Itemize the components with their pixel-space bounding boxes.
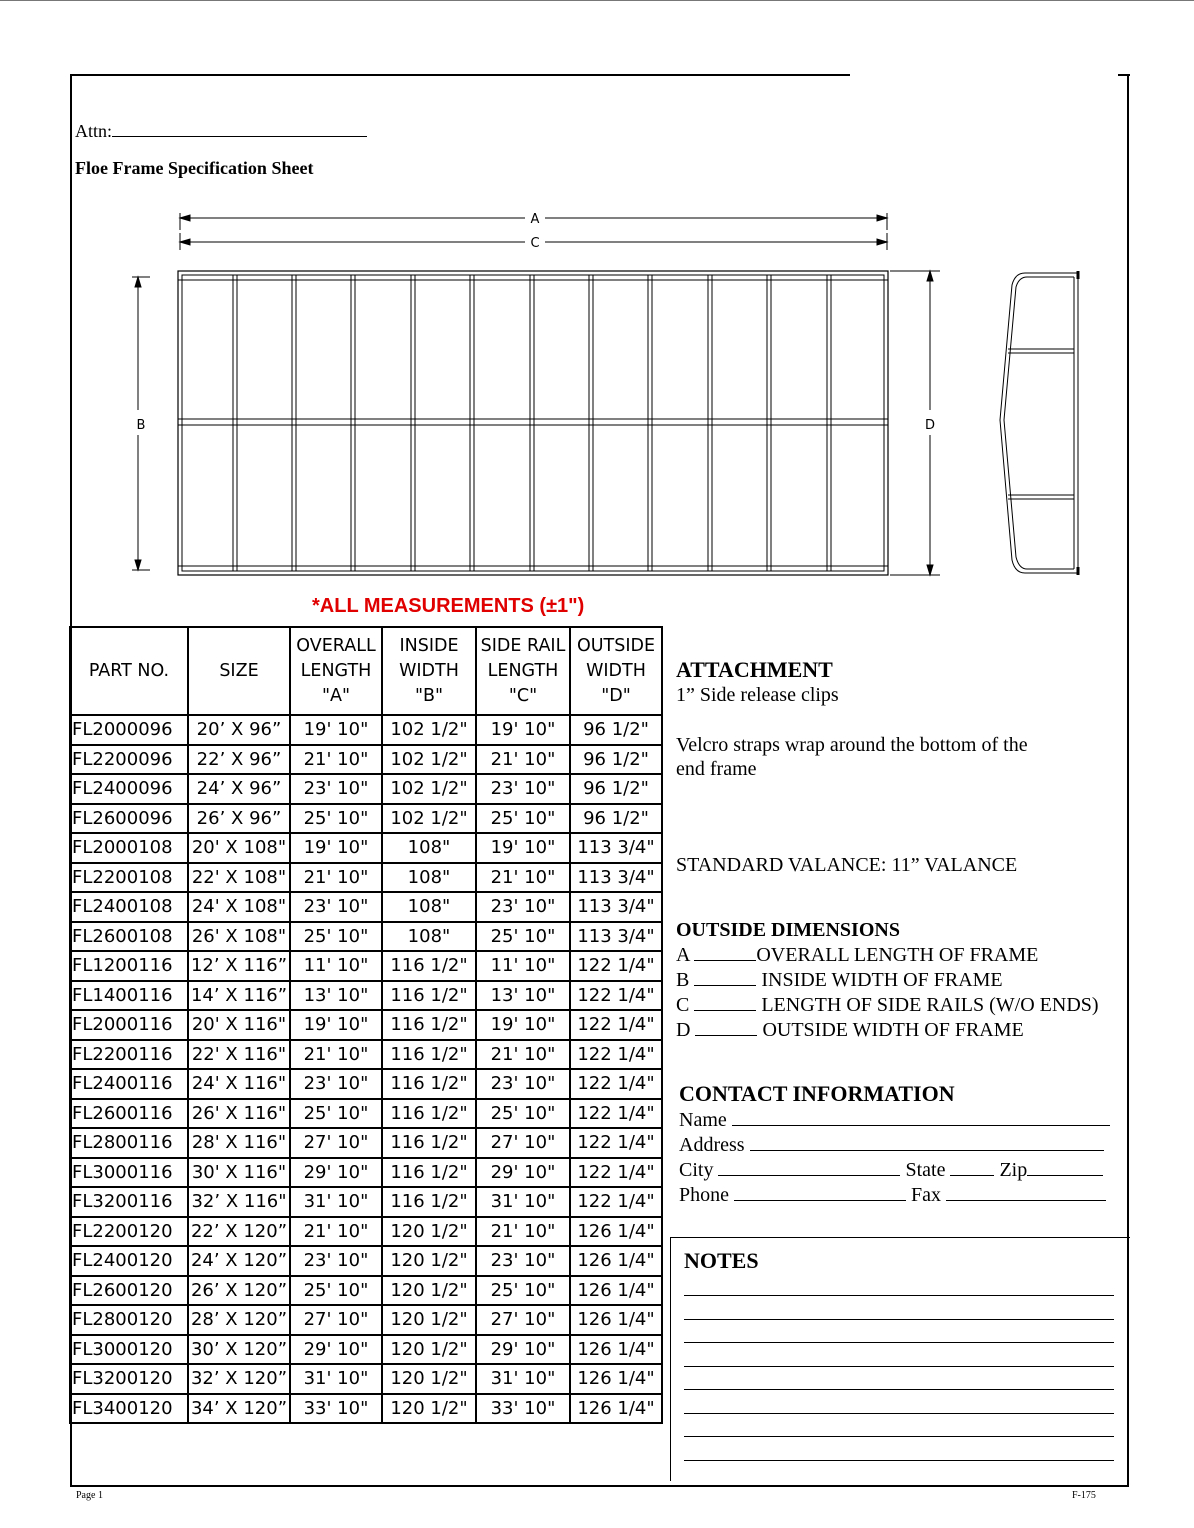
outside-dimensions-heading: OUTSIDE DIMENSIONS	[676, 919, 900, 941]
table-row	[70, 1305, 662, 1335]
attn-label: Attn:	[75, 121, 113, 141]
cell-side-rail-length: 21' 10"	[476, 1040, 570, 1070]
cell-inside-width: 116 1/2"	[382, 981, 476, 1011]
cell-outside-width: 96 1/2"	[570, 774, 662, 804]
cell-overall-length: 19' 10"	[290, 833, 382, 863]
header-inside-width: INSIDE WIDTH "B"	[382, 627, 476, 715]
cell-overall-length: 25' 10"	[290, 804, 382, 834]
dim-label-b: B	[136, 418, 146, 433]
cell-side-rail-length: 19' 10"	[476, 1010, 570, 1040]
cell-side-rail-length: 25' 10"	[476, 922, 570, 952]
note-line[interactable]	[684, 1413, 1114, 1414]
measurement-tolerance-note: *ALL MEASUREMENTS (±1")	[312, 595, 585, 617]
cell-side-rail-length: 27' 10"	[476, 1305, 570, 1335]
cell-inside-width: 102 1/2"	[382, 774, 476, 804]
cell-outside-width: 96 1/2"	[570, 745, 662, 775]
cell-size: 26' X 116"	[188, 1099, 290, 1129]
table-row	[70, 863, 662, 893]
cell-side-rail-length: 31' 10"	[476, 1187, 570, 1217]
cell-part-no: FL2800120	[70, 1305, 188, 1335]
cell-size: 28’ X 120”	[188, 1305, 290, 1335]
cell-overall-length: 23' 10"	[290, 1069, 382, 1099]
attachment-line-1: 1” Side release clips	[676, 684, 839, 706]
cell-inside-width: 102 1/2"	[382, 715, 476, 745]
table-header-row	[70, 627, 662, 715]
cell-inside-width: 108"	[382, 833, 476, 863]
name-field[interactable]	[732, 1107, 1110, 1126]
cell-part-no: FL2200108	[70, 863, 188, 893]
cell-part-no: FL2800116	[70, 1128, 188, 1158]
dimension-b-input[interactable]	[694, 967, 756, 986]
note-line[interactable]	[684, 1342, 1114, 1343]
cell-size: 24' X 108"	[188, 892, 290, 922]
header-part-no: PART NO.	[70, 627, 188, 715]
standard-valance: STANDARD VALANCE: 11” VALANCE	[676, 854, 1018, 876]
cell-outside-width: 96 1/2"	[570, 804, 662, 834]
cell-part-no: FL2600096	[70, 804, 188, 834]
table-row	[70, 715, 662, 745]
cell-size: 30' X 116"	[188, 1158, 290, 1188]
spec-table	[69, 626, 663, 1424]
cell-outside-width: 96 1/2"	[570, 715, 662, 745]
cell-part-no: FL2600116	[70, 1099, 188, 1129]
dimension-item-d: D OUTSIDE WIDTH OF FRAME	[676, 1019, 1024, 1041]
cell-part-no: FL2600108	[70, 922, 188, 952]
cell-size: 26’ X 96”	[188, 804, 290, 834]
cell-side-rail-length: 29' 10"	[476, 1335, 570, 1365]
cell-outside-width: 122 1/4"	[570, 1158, 662, 1188]
cell-side-rail-length: 21' 10"	[476, 863, 570, 893]
cell-overall-length: 19' 10"	[290, 1010, 382, 1040]
cell-part-no: FL2000116	[70, 1010, 188, 1040]
table-row	[70, 1010, 662, 1040]
table-row	[70, 981, 662, 1011]
page-top-right-border	[1118, 74, 1130, 76]
cell-inside-width: 120 1/2"	[382, 1394, 476, 1424]
note-line[interactable]	[684, 1319, 1114, 1320]
cell-part-no: FL2600120	[70, 1276, 188, 1306]
cell-inside-width: 116 1/2"	[382, 1099, 476, 1129]
header-overall-length: OVERALL LENGTH "A"	[290, 627, 382, 715]
cell-inside-width: 120 1/2"	[382, 1305, 476, 1335]
attn-input-line[interactable]	[112, 118, 367, 137]
dimension-c-input[interactable]	[694, 992, 756, 1011]
table-row	[70, 1099, 662, 1129]
zip-field[interactable]	[1027, 1157, 1103, 1176]
contact-name-row: Name	[679, 1107, 1119, 1132]
cell-overall-length: 27' 10"	[290, 1128, 382, 1158]
cell-side-rail-length: 19' 10"	[476, 833, 570, 863]
table-row	[70, 774, 662, 804]
attachment-line-2: Velcro straps wrap around the bottom of the	[676, 734, 1028, 756]
page-top-rule	[0, 0, 1194, 1]
fax-field[interactable]	[946, 1182, 1106, 1201]
cell-overall-length: 19' 10"	[290, 715, 382, 745]
cell-size: 22' X 108"	[188, 863, 290, 893]
contact-city-row: City State Zip	[679, 1157, 1119, 1182]
table-row	[70, 1276, 662, 1306]
cell-size: 22’ X 96”	[188, 745, 290, 775]
cell-overall-length: 31' 10"	[290, 1187, 382, 1217]
cell-inside-width: 120 1/2"	[382, 1335, 476, 1365]
cell-part-no: FL1200116	[70, 951, 188, 981]
cell-size: 24' X 116"	[188, 1069, 290, 1099]
cell-size: 24’ X 96”	[188, 774, 290, 804]
cell-overall-length: 25' 10"	[290, 1099, 382, 1129]
cell-overall-length: 13' 10"	[290, 981, 382, 1011]
cell-part-no: FL1400116	[70, 981, 188, 1011]
cell-outside-width: 126 1/4"	[570, 1217, 662, 1247]
cell-side-rail-length: 23' 10"	[476, 1069, 570, 1099]
cell-part-no: FL2400108	[70, 892, 188, 922]
cell-side-rail-length: 21' 10"	[476, 745, 570, 775]
table-row	[70, 1158, 662, 1188]
table-row	[70, 1335, 662, 1365]
cell-overall-length: 25' 10"	[290, 1276, 382, 1306]
cell-size: 26’ X 120”	[188, 1276, 290, 1306]
cell-inside-width: 116 1/2"	[382, 1158, 476, 1188]
cell-side-rail-length: 23' 10"	[476, 774, 570, 804]
cell-outside-width: 113 3/4"	[570, 922, 662, 952]
outside-dimensions-list	[676, 942, 1099, 1042]
cell-part-no: FL3200120	[70, 1364, 188, 1394]
cell-inside-width: 116 1/2"	[382, 1040, 476, 1070]
cell-overall-length: 31' 10"	[290, 1364, 382, 1394]
cell-overall-length: 23' 10"	[290, 1246, 382, 1276]
cell-side-rail-length: 31' 10"	[476, 1364, 570, 1394]
cell-overall-length: 33' 10"	[290, 1394, 382, 1424]
cell-outside-width: 113 3/4"	[570, 833, 662, 863]
cell-side-rail-length: 19' 10"	[476, 715, 570, 745]
table-row	[70, 892, 662, 922]
cell-side-rail-length: 27' 10"	[476, 1128, 570, 1158]
header-side-rail-length: SIDE RAIL LENGTH "C"	[476, 627, 570, 715]
cell-part-no: FL2000096	[70, 715, 188, 745]
table-row	[70, 1394, 662, 1424]
notes-heading: NOTES	[684, 1248, 759, 1273]
cell-outside-width: 126 1/4"	[570, 1364, 662, 1394]
cell-size: 32’ X 116"	[188, 1187, 290, 1217]
cell-overall-length: 29' 10"	[290, 1158, 382, 1188]
cell-inside-width: 116 1/2"	[382, 1069, 476, 1099]
cell-side-rail-length: 25' 10"	[476, 1276, 570, 1306]
cell-inside-width: 120 1/2"	[382, 1217, 476, 1247]
note-line[interactable]	[684, 1436, 1114, 1437]
cell-side-rail-length: 11' 10"	[476, 951, 570, 981]
table-row	[70, 1217, 662, 1247]
cell-side-rail-length: 25' 10"	[476, 804, 570, 834]
table-row	[70, 1069, 662, 1099]
state-field[interactable]	[950, 1157, 994, 1176]
cell-inside-width: 102 1/2"	[382, 804, 476, 834]
address-field[interactable]	[750, 1132, 1104, 1151]
page-top-border	[70, 74, 850, 76]
cell-outside-width: 126 1/4"	[570, 1394, 662, 1424]
cell-part-no: FL3400120	[70, 1394, 188, 1424]
cell-size: 20' X 116"	[188, 1010, 290, 1040]
table-row	[70, 1187, 662, 1217]
cell-inside-width: 120 1/2"	[382, 1246, 476, 1276]
dimension-item-c: C LENGTH OF SIDE RAILS (W/O ENDS)	[676, 994, 1099, 1016]
dimension-d-input[interactable]	[695, 1017, 757, 1036]
cell-outside-width: 126 1/4"	[570, 1246, 662, 1276]
table-row	[70, 1040, 662, 1070]
city-field[interactable]	[718, 1157, 900, 1176]
cell-part-no: FL2200116	[70, 1040, 188, 1070]
cell-side-rail-length: 25' 10"	[476, 1099, 570, 1129]
cell-part-no: FL3200116	[70, 1187, 188, 1217]
cell-part-no: FL2400116	[70, 1069, 188, 1099]
cell-part-no: FL2400096	[70, 774, 188, 804]
table-row	[70, 951, 662, 981]
table-row	[70, 1128, 662, 1158]
table-row	[70, 1246, 662, 1276]
cell-outside-width: 113 3/4"	[570, 863, 662, 893]
cell-outside-width: 126 1/4"	[570, 1276, 662, 1306]
cell-overall-length: 27' 10"	[290, 1305, 382, 1335]
cell-inside-width: 108"	[382, 892, 476, 922]
contact-address-row: Address	[679, 1132, 1119, 1157]
cell-size: 32’ X 120”	[188, 1364, 290, 1394]
cell-size: 28' X 116"	[188, 1128, 290, 1158]
frame-diagram	[120, 205, 1100, 585]
cell-overall-length: 21' 10"	[290, 1040, 382, 1070]
cell-outside-width: 122 1/4"	[570, 1099, 662, 1129]
cell-size: 34’ X 120”	[188, 1394, 290, 1424]
cell-part-no: FL2200120	[70, 1217, 188, 1247]
table-row	[70, 922, 662, 952]
cell-inside-width: 116 1/2"	[382, 951, 476, 981]
cell-outside-width: 122 1/4"	[570, 1040, 662, 1070]
cell-outside-width: 122 1/4"	[570, 951, 662, 981]
cell-outside-width: 126 1/4"	[570, 1305, 662, 1335]
table-row	[70, 804, 662, 834]
header-size: SIZE	[188, 627, 290, 715]
cell-inside-width: 120 1/2"	[382, 1364, 476, 1394]
phone-field[interactable]	[734, 1182, 906, 1201]
cell-inside-width: 108"	[382, 863, 476, 893]
cell-overall-length: 21' 10"	[290, 745, 382, 775]
dim-label-d: D	[924, 418, 936, 433]
cell-side-rail-length: 21' 10"	[476, 1217, 570, 1247]
header-outside-width: OUTSIDE WIDTH "D"	[570, 627, 662, 715]
cell-overall-length: 25' 10"	[290, 922, 382, 952]
cell-outside-width: 122 1/4"	[570, 1187, 662, 1217]
cell-side-rail-length: 33' 10"	[476, 1394, 570, 1424]
cell-size: 20' X 108"	[188, 833, 290, 863]
contact-heading: CONTACT INFORMATION	[679, 1081, 955, 1106]
cell-outside-width: 113 3/4"	[570, 892, 662, 922]
cell-size: 12’ X 116”	[188, 951, 290, 981]
dimension-item-a: A OVERALL LENGTH OF FRAME	[676, 944, 1039, 966]
cell-inside-width: 102 1/2"	[382, 745, 476, 775]
cell-overall-length: 21' 10"	[290, 1217, 382, 1247]
note-line[interactable]	[684, 1460, 1114, 1461]
cell-size: 14’ X 116”	[188, 981, 290, 1011]
cell-outside-width: 122 1/4"	[570, 1010, 662, 1040]
cell-inside-width: 116 1/2"	[382, 1187, 476, 1217]
note-line[interactable]	[684, 1389, 1114, 1390]
attachment-line-3: end frame	[676, 758, 757, 780]
cell-outside-width: 126 1/4"	[570, 1335, 662, 1365]
page-number: Page 1	[76, 1490, 103, 1501]
cell-overall-length: 11' 10"	[290, 951, 382, 981]
cell-outside-width: 122 1/4"	[570, 1128, 662, 1158]
note-line[interactable]	[684, 1295, 1114, 1296]
dimension-a-input[interactable]	[694, 942, 756, 961]
cell-part-no: FL3000116	[70, 1158, 188, 1188]
dim-label-c: C	[530, 236, 540, 251]
cell-part-no: FL3000120	[70, 1335, 188, 1365]
cell-inside-width: 120 1/2"	[382, 1276, 476, 1306]
table-row	[70, 1364, 662, 1394]
cell-side-rail-length: 23' 10"	[476, 1246, 570, 1276]
cell-part-no: FL2000108	[70, 833, 188, 863]
cell-side-rail-length: 29' 10"	[476, 1158, 570, 1188]
cell-overall-length: 23' 10"	[290, 774, 382, 804]
cell-inside-width: 116 1/2"	[382, 1128, 476, 1158]
cell-size: 26' X 108"	[188, 922, 290, 952]
cell-part-no: FL2400120	[70, 1246, 188, 1276]
attn-field	[75, 118, 367, 142]
cell-size: 20’ X 96”	[188, 715, 290, 745]
cell-size: 24’ X 120”	[188, 1246, 290, 1276]
contact-form	[679, 1107, 1119, 1207]
dimension-item-b: B INSIDE WIDTH OF FRAME	[676, 969, 1003, 991]
attachment-heading: ATTACHMENT	[676, 657, 833, 682]
cell-overall-length: 23' 10"	[290, 892, 382, 922]
cell-inside-width: 116 1/2"	[382, 1010, 476, 1040]
form-number: F-175	[1072, 1490, 1096, 1501]
cell-inside-width: 108"	[382, 922, 476, 952]
cell-overall-length: 29' 10"	[290, 1335, 382, 1365]
table-row	[70, 833, 662, 863]
cell-overall-length: 21' 10"	[290, 863, 382, 893]
cell-outside-width: 122 1/4"	[570, 1069, 662, 1099]
note-line[interactable]	[684, 1366, 1114, 1367]
table-row	[70, 745, 662, 775]
cell-side-rail-length: 23' 10"	[476, 892, 570, 922]
cell-part-no: FL2200096	[70, 745, 188, 775]
page-title: Floe Frame Specification Sheet	[75, 158, 314, 178]
cell-size: 30’ X 120”	[188, 1335, 290, 1365]
cell-side-rail-length: 13' 10"	[476, 981, 570, 1011]
cell-size: 22' X 116"	[188, 1040, 290, 1070]
cell-size: 22’ X 120”	[188, 1217, 290, 1247]
cell-outside-width: 122 1/4"	[570, 981, 662, 1011]
dim-label-a: A	[530, 212, 540, 227]
contact-phone-row: Phone Fax	[679, 1182, 1119, 1207]
